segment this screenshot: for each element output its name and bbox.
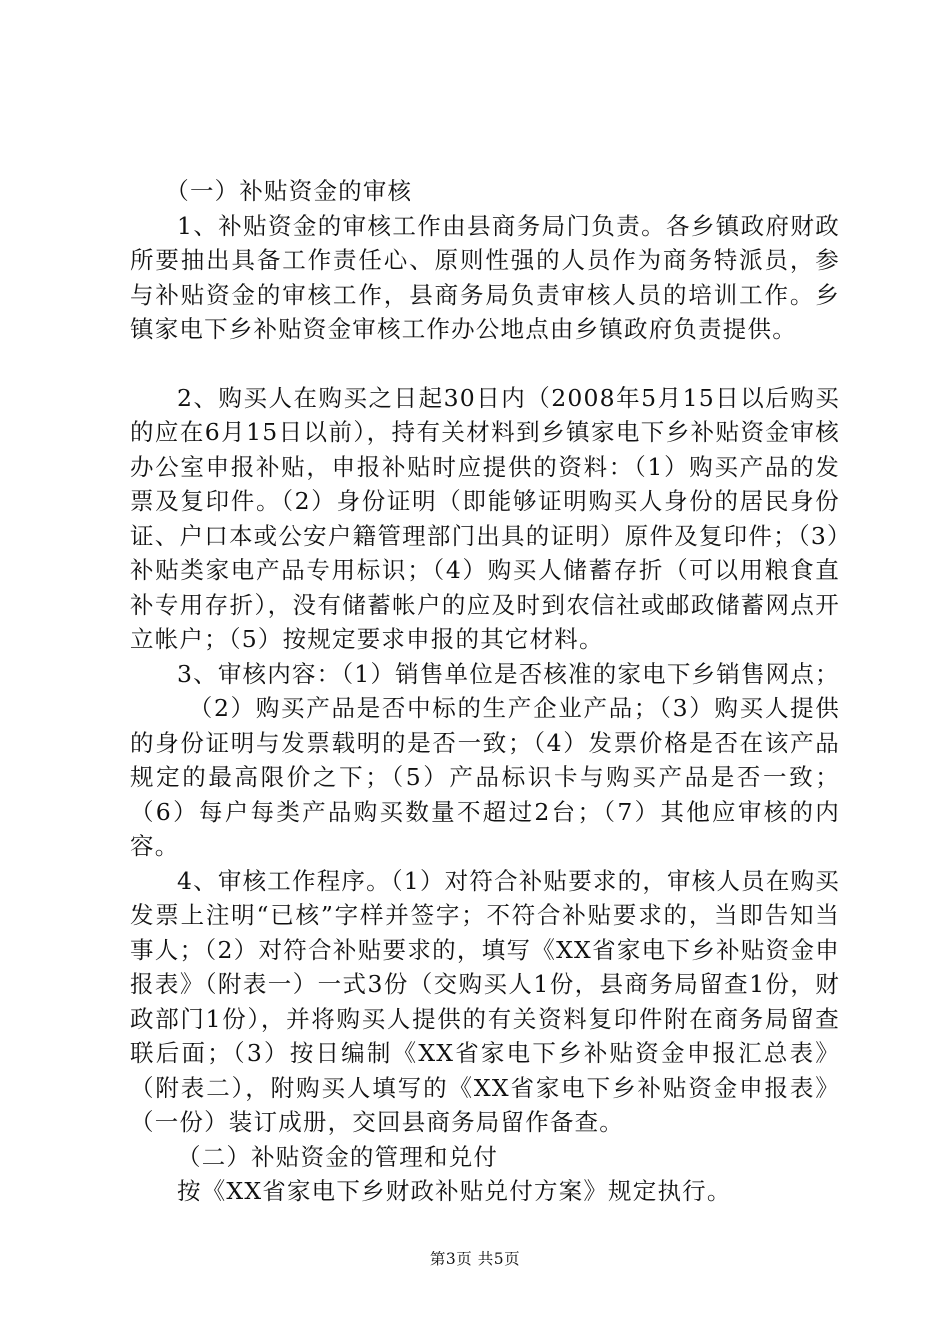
- paragraph-3: 3、审核内容：（1）销售单位是否核准的家电下乡销售网点；: [177, 659, 840, 688]
- document-body: [130, 174, 840, 1209]
- section-heading-1: （一）补贴资金的审核: [165, 177, 413, 205]
- paragraph-2: 2、购买人在购买之日起30日内（2008年5月15日以后购买的应在6月15日以前），持有关材料到乡镇家电下乡补贴资金审核办公室申报补贴，申报补贴时应提供的资料：（1）购买产品的发票及复印件。（2）身份证明（即能够证明购买人身份的居民身份证、户口本或公安户籍管理部门出具的证明）原件及复印件；（3）补贴类家电产品专用标识；（4）购买人储蓄存折（可以用粮食直补专用存折），没有储蓄帐户的应及时到农信社或邮政储蓄网点开立帐户；（5）按规定要求申报的其它材料。: [130, 383, 840, 653]
- paragraph-3-items: （2）购买产品是否中标的生产企业产品；（3）购买人提供的身份证明与发票载明的是否一致；（4）发票价格是否在该产品规定的最高限价之下；（5）产品标识卡与购买产品是否一致；（6）每户每类产品购买数量不超过2台；（7）其他应审核的内容。: [130, 694, 840, 860]
- paragraph-1: 1、补贴资金的审核工作由县商务局门负责。各乡镇政府财政所要抽出具备工作责任心、原则性强的人员作为商务特派员，参与补贴资金的审核工作，县商务局负责审核人员的培训工作。乡镇家电下乡补贴资金审核工作办公地点由乡镇政府负责提供。: [130, 211, 840, 343]
- paragraph-5: 按《XX省家电下乡财政补贴兑付方案》规定执行。: [177, 1177, 732, 1205]
- page-footer: 第3页 共5页: [429, 1250, 521, 1268]
- section-heading-2: （二）补贴资金的管理和兑付: [177, 1142, 499, 1171]
- paragraph-4: 4、审核工作程序。（1）对符合补贴要求的，审核人员在购买发票上注明“已核”字样并签字；不符合补贴要求的，当即告知当事人；（2）对符合补贴要求的，填写《XX省家电下乡补贴资金申报表》（附表一）一式3份（交购买人1份，县商务局留查1份，财政部门1份），并将购买人提供的有关资料复印件附在商务局留查联后面；（3）按日编制《XX省家电下乡补贴资金申报汇总表》（附表二），附购买人填写的《XX省家电下乡补贴资金申报表》（一份）装订成册，交回县商务局留作备查。: [130, 866, 840, 1136]
